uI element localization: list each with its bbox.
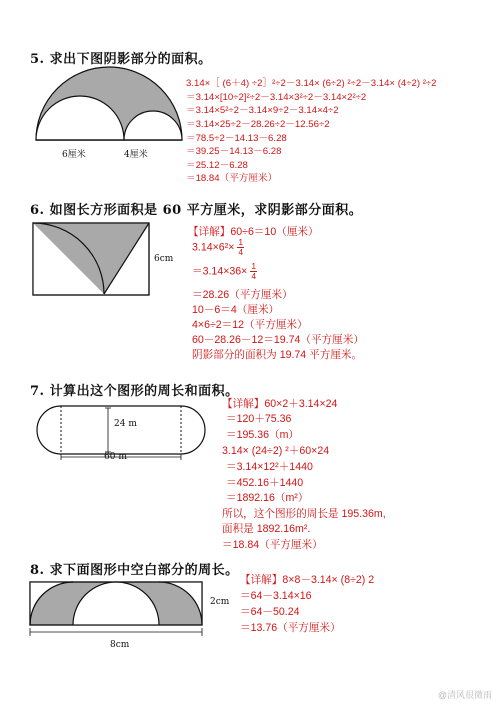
q8-label-width: 8cm	[110, 640, 130, 650]
q8-line: ＝64－50.24	[240, 606, 300, 618]
q6-line: 阴影部分的面积为 19.74 平方厘米。	[192, 349, 363, 361]
q6-line: 60－28.26－12＝19.74（平方厘米）	[192, 334, 364, 346]
q5-line: ＝78.5÷2－14.13－6.28	[186, 133, 287, 144]
q7-line: 【详解】60×2＋3.14×24	[222, 398, 338, 410]
q6-fraction: $\frac{1}{4}$	[238, 237, 244, 257]
q5-line: ＝25.12－6.28	[186, 160, 248, 171]
q5-figure	[30, 78, 190, 158]
q6-line: 10－6＝4（厘米）	[192, 304, 280, 316]
q6-expr: ＝3.14×36×	[192, 265, 248, 278]
q8-figure	[28, 580, 208, 638]
q5-title: 5. 求出下图阴影部分的面积。	[30, 52, 212, 67]
q7-line: 所以，这个图形的周长是 195.36m,	[222, 508, 386, 520]
q5-label-right: 4厘米	[124, 150, 148, 160]
q7-title: 7. 计算出这个图形的周长和面积。	[30, 384, 239, 399]
q6-expr: 3.14×6²×	[192, 241, 235, 254]
q5-line: ＝18.84（平方厘米）	[186, 173, 278, 184]
q7-line: ＝3.14×12²＋1440	[226, 461, 313, 473]
q7-line: ＝18.84（平方厘米）	[222, 539, 323, 551]
q5-line: ＝3.14×[10÷2]²÷2－3.14×3²÷2－3.14×2²÷2	[186, 92, 367, 103]
q7-line: ＝452.16＋1440	[226, 477, 304, 489]
q7-line: ＝1892.16（m²）	[226, 492, 309, 504]
q6-label-side: 6cm	[154, 254, 174, 264]
q8-title: 8. 求下面图形中空白部分的周长。	[30, 563, 239, 578]
q7-label-width: 60 m	[104, 452, 127, 462]
q5-line: 3.14×［ (6＋4) ÷2］²÷2－3.14× (6÷2) ²÷2－3.14× (4÷2) ²÷2	[186, 78, 437, 89]
q8-line: 【详解】8×8－3.14× (8÷2) 2	[240, 574, 375, 586]
q6-line-frac	[192, 238, 244, 257]
q5-label-left: 6厘米	[62, 150, 86, 160]
q8-label-height: 2cm	[210, 597, 230, 607]
q5-line: ＝3.14×5²÷2－3.14×9÷2－3.14×4÷2	[186, 105, 339, 116]
q6-line-frac	[192, 262, 257, 281]
q8-line: ＝64－3.14×16	[240, 590, 312, 602]
watermark: @清风很微雨	[437, 690, 492, 700]
q7-line: 面积是 1892.16m².	[222, 523, 311, 535]
q6-line: ＝28.26（平方厘米）	[192, 289, 293, 301]
q6-fraction: $\frac{1}{4}$	[251, 261, 257, 281]
q7-line: ＝195.36（m）	[226, 429, 300, 441]
q7-line: 3.14× (24÷2) ²＋60×24	[222, 445, 330, 457]
q5-line: ＝3.14×25÷2－28.26÷2－12.56÷2	[186, 119, 330, 130]
q7-label-height: 24 m	[114, 419, 137, 429]
q7-line: ＝120＋75.36	[226, 413, 292, 425]
q8-line: ＝13.76（平方厘米）	[240, 622, 341, 634]
q6-title: 6. 如图长方形面积是 60 平方厘米，求阴影部分面积。	[30, 203, 363, 218]
q6-line: 【详解】60÷6＝10（厘米）	[188, 226, 319, 238]
q6-line: 4×6÷2＝12（平方厘米）	[192, 319, 308, 331]
q5-line: ＝39.25－14.13－6.28	[186, 146, 282, 157]
q7-stadium-shape	[37, 406, 205, 454]
q6-figure	[32, 222, 150, 296]
